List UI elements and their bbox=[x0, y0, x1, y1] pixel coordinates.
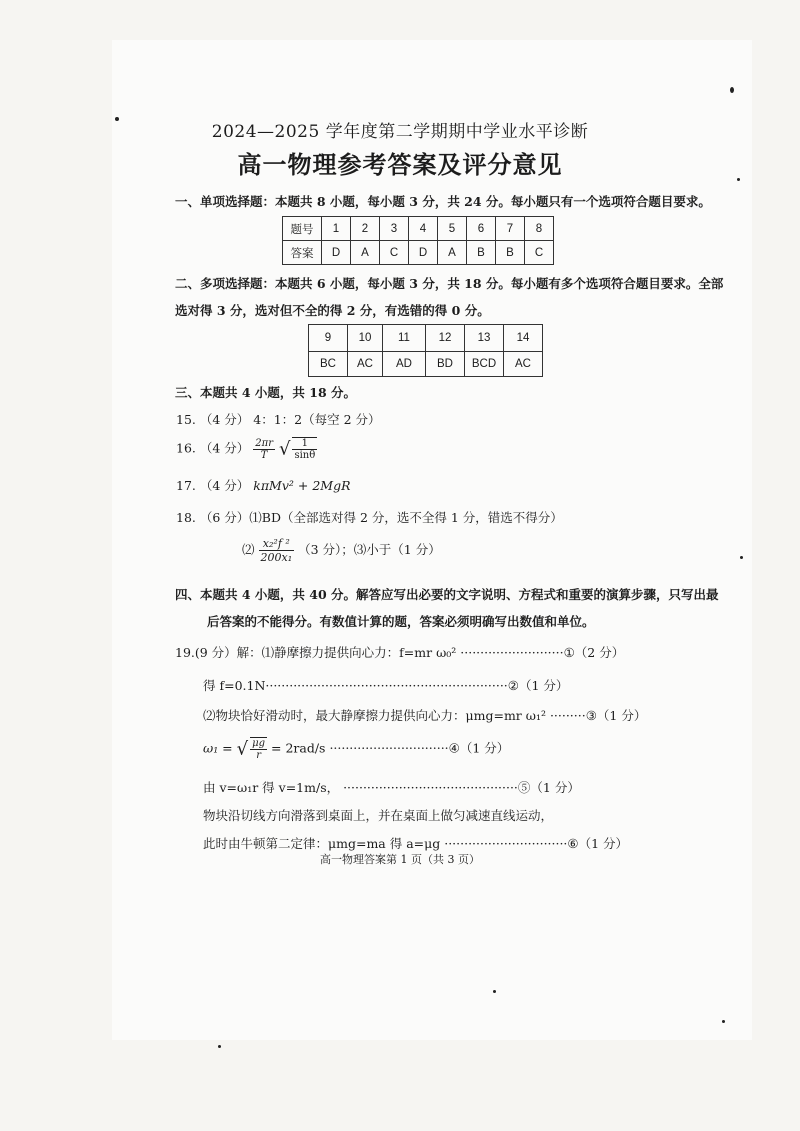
question-number: 12 bbox=[426, 325, 465, 352]
fraction bbox=[250, 738, 267, 761]
answer-18-line2 bbox=[242, 537, 441, 564]
answer-cell: D bbox=[322, 241, 351, 265]
answer-cell: A bbox=[351, 241, 380, 265]
section3-heading: 三、本题共 4 小题，共 18 分。 bbox=[175, 385, 357, 400]
page-footer: 高一物理答案第 1 页（共 3 页） bbox=[320, 853, 480, 866]
solution-19-line6: 物块沿切线方向滑落到桌面上，并在桌面上做匀减速直线运动， bbox=[203, 808, 554, 823]
answer-cell: D bbox=[409, 241, 438, 265]
answer-15: 15. （4 分） 4：1：2（每空 2 分） bbox=[176, 412, 381, 427]
fraction-numerator: 1 bbox=[292, 438, 317, 450]
question-number: 7 bbox=[496, 217, 525, 241]
answer-cell: C bbox=[525, 241, 554, 265]
answer-18-part2-label: ⑵ bbox=[242, 542, 255, 557]
fraction bbox=[292, 438, 317, 461]
fraction bbox=[253, 438, 275, 461]
section2-heading: 二、多项选择题： bbox=[175, 276, 276, 291]
solution-19-line4-rest: = 2rad/s ······························④（1 分） bbox=[271, 740, 510, 756]
question-number: 9 bbox=[309, 325, 348, 352]
question-number: 10 bbox=[348, 325, 383, 352]
answer-17 bbox=[176, 476, 351, 494]
sqrt-sign: √ bbox=[236, 738, 249, 760]
section4-heading-line1: 四、本题共 4 小题，共 40 分。解答应写出必要的文字说明、方程式和重要的演算步骤，只写出最 bbox=[175, 587, 719, 602]
question-number: 6 bbox=[467, 217, 496, 241]
answer-cell: C bbox=[380, 241, 409, 265]
section1-description: 本题共 8 小题，每小题 3 分，共 24 分。每小题只有一个选项符合题目要求。 bbox=[275, 194, 711, 209]
answer-cell: AD bbox=[383, 352, 426, 377]
answer-cell: BCD bbox=[465, 352, 504, 377]
section2-heading-line bbox=[175, 274, 723, 292]
solution-19-line7: 此时由牛顿第二定律：μmg=ma 得 a=μg ·······························⑥（1 分） bbox=[203, 836, 629, 851]
question-number: 1 bbox=[322, 217, 351, 241]
answer-17-label: 17. （4 分） bbox=[176, 478, 250, 493]
section1-answer-table bbox=[282, 216, 554, 265]
sqrt-sign: √ bbox=[278, 438, 291, 460]
section2-description-line2: 选对得 3 分，选对但不全的得 2 分，有选错的得 0 分。 bbox=[175, 303, 490, 318]
fraction-numerator: 2πr bbox=[255, 437, 273, 449]
answer-cell: AC bbox=[504, 352, 543, 377]
answer-cell: A bbox=[438, 241, 467, 265]
fraction-denominator: 200x₁ bbox=[260, 551, 293, 564]
answer-18-rest: （3 分）；⑶小于（1 分） bbox=[298, 542, 441, 557]
scan-speck bbox=[218, 1045, 221, 1048]
question-number: 13 bbox=[465, 325, 504, 352]
section2-description: 本题共 6 小题，每小题 3 分，共 18 分。每小题有多个选项符合题目要求。全部 bbox=[275, 276, 724, 291]
answer-18-line1: 18. （6 分）⑴BD（全部选对得 2 分，选不全得 1 分，错选不得分） bbox=[176, 510, 563, 525]
answer-cell: BC bbox=[309, 352, 348, 377]
answer-cell: B bbox=[496, 241, 525, 265]
section2-answer-table bbox=[308, 324, 543, 377]
question-number: 2 bbox=[351, 217, 380, 241]
answer-16-label: 16. （4 分） bbox=[176, 440, 250, 456]
table-row bbox=[283, 217, 554, 241]
question-number: 4 bbox=[409, 217, 438, 241]
section1-heading-line bbox=[175, 192, 711, 210]
solution-19-line4 bbox=[203, 737, 509, 761]
fraction-denominator: T bbox=[260, 449, 268, 461]
solution-19-line1: 19.(9 分）解：⑴静摩擦力提供向心力：f=mr ω₀² ··························①（2 分） bbox=[175, 645, 625, 660]
question-number: 3 bbox=[380, 217, 409, 241]
section4-heading-line2: 后答案的不能得分。有数值计算的题，答案必须明确写出数值和单位。 bbox=[207, 614, 595, 629]
sqrt-radicand bbox=[250, 737, 267, 761]
omega-label: ω₁ = bbox=[203, 740, 233, 756]
table-row bbox=[309, 325, 543, 352]
question-number: 14 bbox=[504, 325, 543, 352]
question-number: 5 bbox=[438, 217, 467, 241]
scan-speck bbox=[730, 87, 734, 93]
sqrt-radicand bbox=[292, 437, 317, 461]
table-row bbox=[283, 241, 554, 265]
section1-heading: 一、单项选择题： bbox=[175, 194, 276, 209]
solution-19-line3: ⑵物块恰好滑动时，最大静摩擦力提供向心力：μmg=mr ω₁² ·········③（1 分） bbox=[203, 708, 647, 723]
answer-cell: AC bbox=[348, 352, 383, 377]
question-number: 8 bbox=[525, 217, 554, 241]
fraction-numerator: μg bbox=[252, 738, 266, 749]
solution-19-line5: 由 v=ω₁r 得 v=1m/s， ············································⑤（1 分） bbox=[203, 780, 580, 795]
question-number: 11 bbox=[383, 325, 426, 352]
answer-17-expression: kπMv² + 2MgR bbox=[253, 478, 351, 493]
table-row bbox=[309, 352, 543, 377]
answer-cell: B bbox=[467, 241, 496, 265]
fraction-denominator: sinθ bbox=[294, 450, 316, 461]
document-subtitle: 高一物理参考答案及评分意见 bbox=[237, 151, 563, 179]
solution-19-line2: 得 f=0.1N·····························································②（1 分） bbox=[203, 678, 569, 693]
row-label: 答案 bbox=[283, 241, 322, 265]
answer-16 bbox=[176, 437, 317, 461]
row-label: 题号 bbox=[283, 217, 322, 241]
scan-speck bbox=[493, 990, 496, 993]
fraction-denominator: r bbox=[256, 750, 261, 761]
scan-speck bbox=[722, 1020, 725, 1023]
answer-cell: BD bbox=[426, 352, 465, 377]
fraction-numerator: x₂²f ² bbox=[259, 537, 295, 551]
fraction bbox=[259, 537, 295, 564]
document-title: 2024—2025 学年度第二学期期中学业水平诊断 bbox=[211, 122, 589, 142]
scan-speck bbox=[740, 556, 743, 559]
